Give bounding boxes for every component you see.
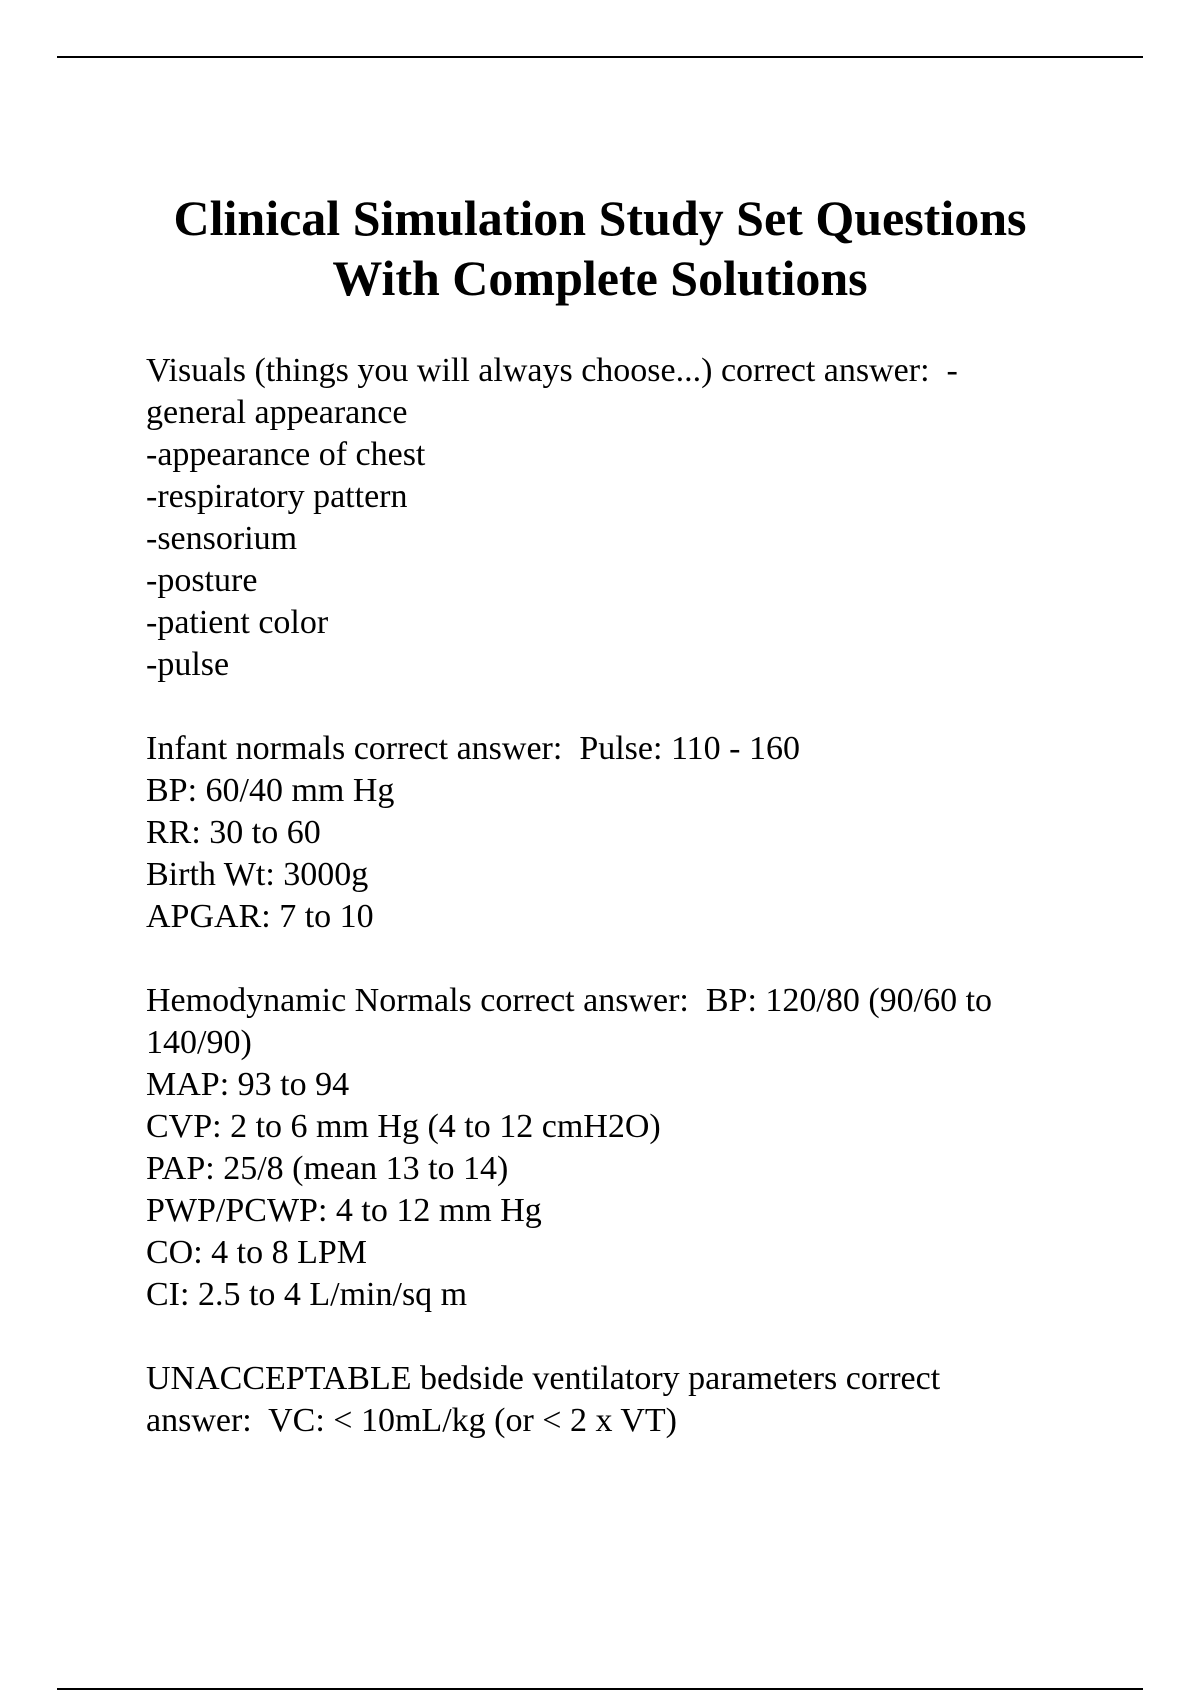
entry-line: -sensorium xyxy=(146,520,298,557)
entry-line: Infant normals correct answer: Pulse: 110 - 160 xyxy=(146,730,801,767)
header-rule xyxy=(57,56,1143,58)
entry-line: Visuals (things you will always choose...) correct answer: - xyxy=(146,352,958,389)
entry-hemodynamic-normals xyxy=(146,980,1066,1316)
entry-line: MAP: 93 to 94 xyxy=(146,1066,350,1103)
entry-line: APGAR: 7 to 10 xyxy=(146,898,374,935)
document-title xyxy=(0,188,1200,308)
entry-line: -appearance of chest xyxy=(146,436,426,473)
entry-line: CVP: 2 to 6 mm Hg (4 to 12 cmH2O) xyxy=(146,1108,661,1145)
entry-line: -respiratory pattern xyxy=(146,478,408,515)
entry-line: PAP: 25/8 (mean 13 to 14) xyxy=(146,1150,509,1187)
entry-line: answer: VC: < 10mL/kg (or < 2 x VT) xyxy=(146,1402,677,1439)
entry-line: BP: 60/40 mm Hg xyxy=(146,772,395,809)
entry-line: -posture xyxy=(146,562,258,599)
entry-line: general appearance xyxy=(146,394,408,431)
entry-line: PWP/PCWP: 4 to 12 mm Hg xyxy=(146,1192,542,1229)
title-line-2: With Complete Solutions xyxy=(332,250,868,306)
entry-infant-normals xyxy=(146,728,1066,938)
entry-line: 140/90) xyxy=(146,1024,252,1061)
entry-line: RR: 30 to 60 xyxy=(146,814,321,851)
entry-line: Hemodynamic Normals correct answer: BP: 120/80 (90/60 to xyxy=(146,982,993,1019)
entry-line: CO: 4 to 8 LPM xyxy=(146,1234,368,1271)
title-line-1: Clinical Simulation Study Set Questions xyxy=(173,190,1027,246)
entry-line: -patient color xyxy=(146,604,329,641)
entry-unacceptable-parameters xyxy=(146,1358,1066,1442)
footer-rule xyxy=(57,1688,1143,1690)
entry-visuals xyxy=(146,350,1066,686)
document-body xyxy=(146,350,1066,1484)
entry-line: -pulse xyxy=(146,646,230,683)
entry-line: UNACCEPTABLE bedside ventilatory parameters correct xyxy=(146,1360,941,1397)
entry-line: Birth Wt: 3000g xyxy=(146,856,369,893)
entry-line: CI: 2.5 to 4 L/min/sq m xyxy=(146,1276,468,1313)
